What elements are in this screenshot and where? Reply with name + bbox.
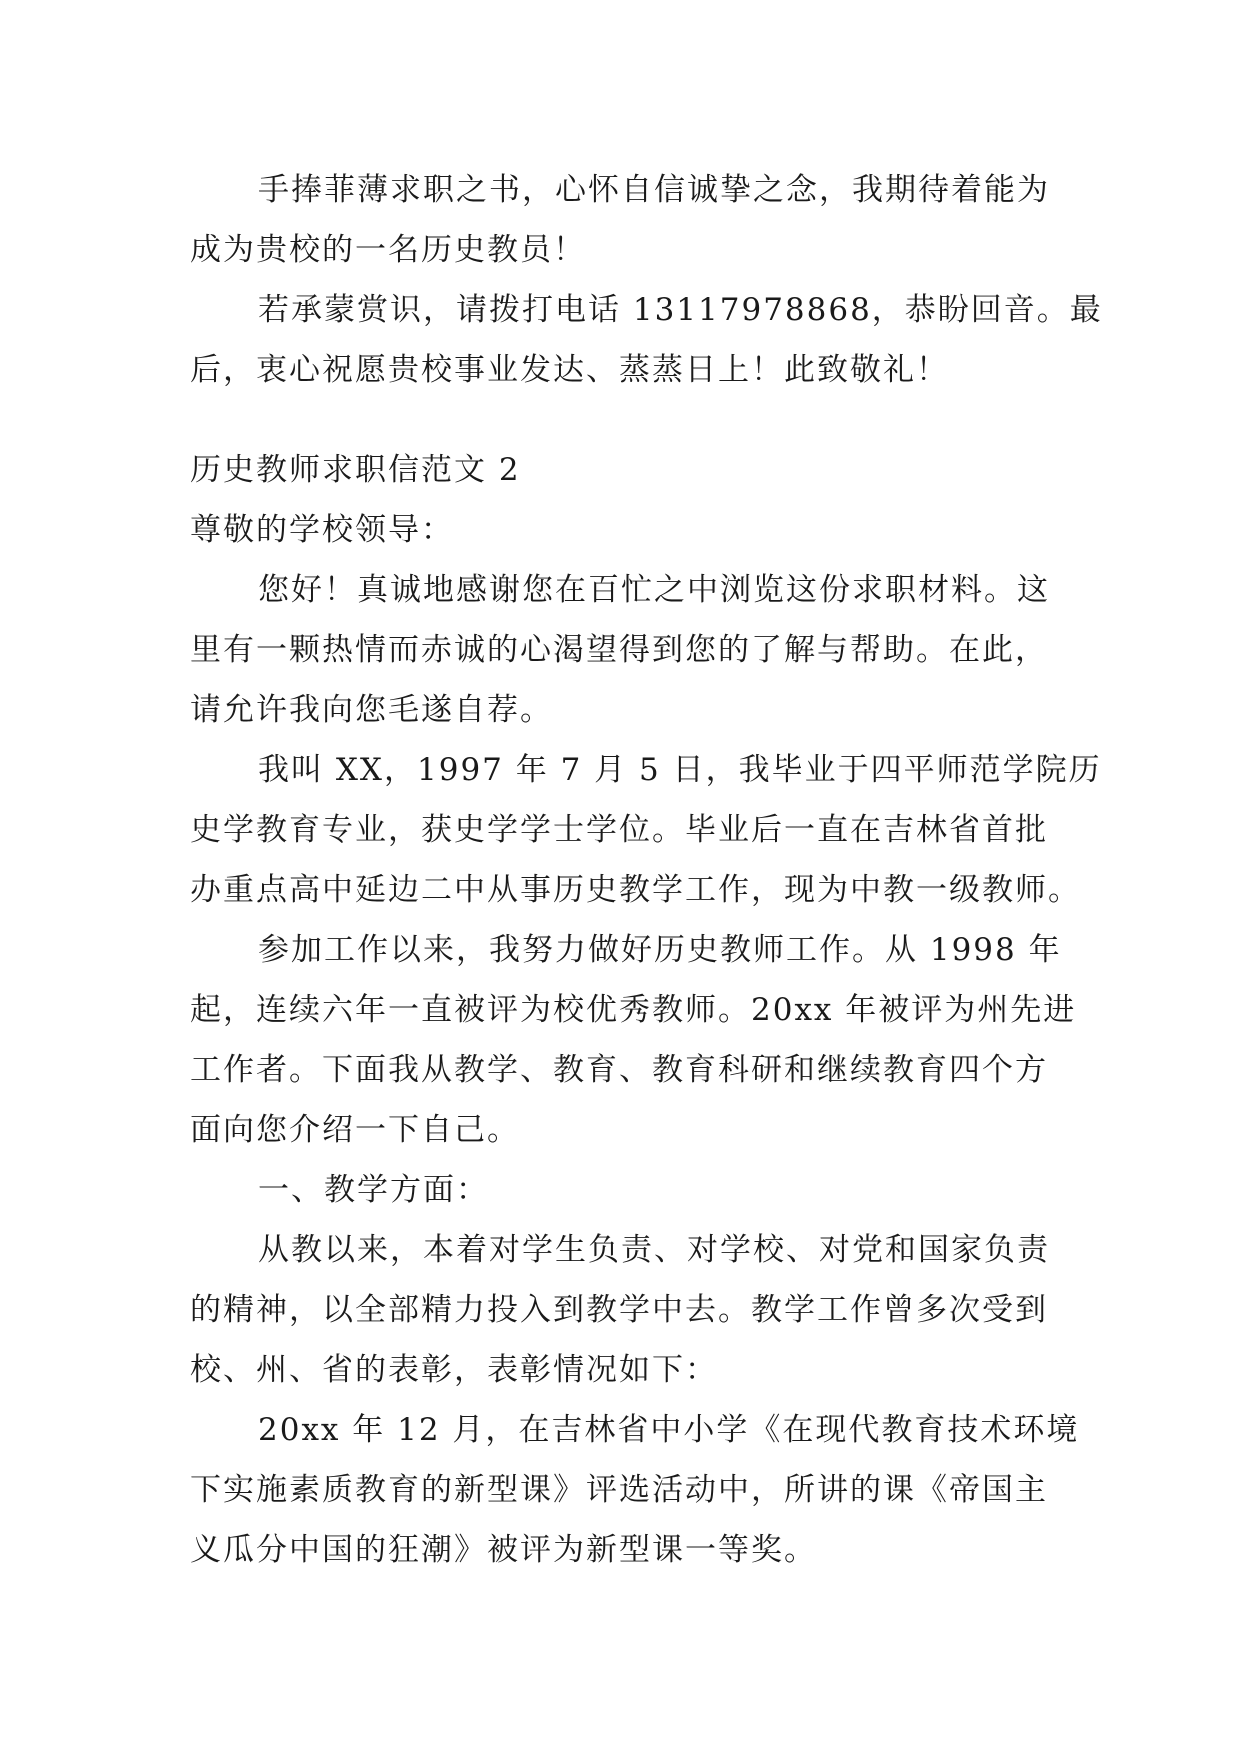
document-page: [190, 160, 1103, 1580]
section-title: 历史教师求职信范文 2: [190, 452, 521, 488]
paragraph-line: 的精神，以全部精力投入到教学中去。教学工作曾多次受到: [190, 1292, 1048, 1328]
paragraph-line: 校、州、省的表彰，表彰情况如下：: [190, 1352, 718, 1388]
subheading: 一、教学方面：: [258, 1172, 489, 1208]
paragraph-line: 请允许我向您毛遂自荐。: [190, 692, 553, 728]
paragraph-line: 办重点高中延边二中从事历史教学工作，现为中教一级教师。: [190, 872, 1081, 908]
paragraph-line: 起，连续六年一直被评为校优秀教师。20xx 年被评为州先进: [190, 992, 1077, 1028]
closing-line-4: 后，衷心祝愿贵校事业发达、蒸蒸日上！此致敬礼！: [190, 352, 949, 388]
paragraph-line: 您好！真诚地感谢您在百忙之中浏览这份求职材料。这: [258, 572, 1050, 608]
closing-line-3: 若承蒙赏识，请拨打电话 13117978868，恭盼回音。最: [258, 292, 1103, 328]
paragraph-line: 里有一颗热情而赤诚的心渴望得到您的了解与帮助。在此，: [190, 632, 1048, 668]
paragraph-line: 参加工作以来，我努力做好历史教师工作。从 1998 年: [258, 932, 1062, 968]
paragraph-line: 面向您介绍一下自己。: [190, 1112, 520, 1148]
paragraph-line: 20xx 年 12 月，在吉林省中小学《在现代教育技术环境: [258, 1412, 1080, 1448]
paragraph-line: 义瓜分中国的狂潮》被评为新型课一等奖。: [190, 1532, 817, 1568]
paragraph-line: 史学教育专业，获史学学士学位。毕业后一直在吉林省首批: [190, 812, 1048, 848]
paragraph-line: 下实施素质教育的新型课》评选活动中，所讲的课《帝国主: [190, 1472, 1048, 1508]
paragraph-line: 工作者。下面我从教学、教育、教育科研和继续教育四个方: [190, 1052, 1048, 1088]
closing-line-2: 成为贵校的一名历史教员！: [190, 232, 586, 268]
paragraph-line: 从教以来，本着对学生负责、对学校、对党和国家负责: [258, 1232, 1050, 1268]
closing-line-1: 手捧菲薄求职之书，心怀自信诚挚之念，我期待着能为: [258, 172, 1050, 208]
paragraph-line: 我叫 XX，1997 年 7 月 5 日，我毕业于四平师范学院历: [258, 752, 1102, 788]
salutation: 尊敬的学校领导：: [190, 512, 454, 548]
